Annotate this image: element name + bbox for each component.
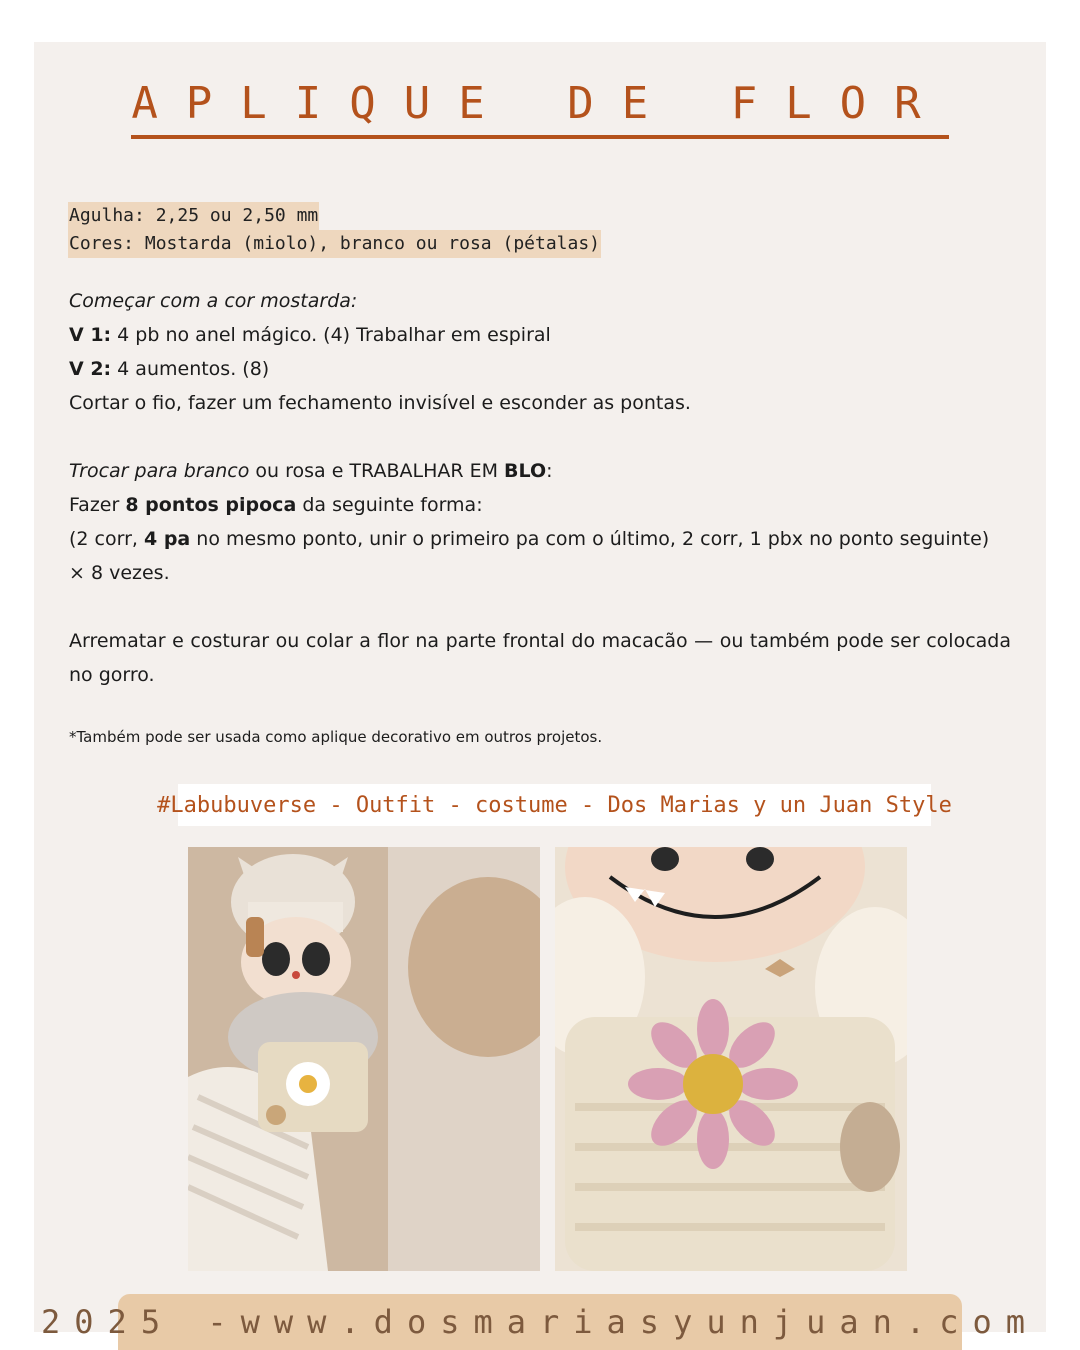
footer-banner: 2025 -www.dosmariasyunjuan.com (118, 1294, 962, 1350)
round-2: V 2: 4 aumentos. (8) (69, 358, 270, 380)
pattern-line: (2 corr, 4 pa no mesmo ponto, unir o primeiro pa com o último, 2 corr, 1 pbx no ponto seguinte) × 8 vezes. (69, 528, 990, 584)
footnote: *Também pode ser usada como aplique decorativo em outros projetos. (69, 728, 603, 746)
flower-illustration (555, 847, 907, 1271)
colors-info: Cores: Mostarda (miolo), branco ou rosa (pétalas) (68, 230, 601, 258)
make-line: Fazer 8 pontos pipoca da seguinte forma: (69, 494, 483, 516)
needle-info: Agulha: 2,25 ou 2,50 mm (68, 202, 319, 230)
start-line: Começar com a cor mostarda: (69, 290, 358, 312)
switch-line: Trocar para branco ou rosa e TRABALHAR EM BLO: (69, 460, 553, 482)
page-title: APLIQUE DE FLOR (0, 78, 1080, 129)
round-1: V 1: 4 pb no anel mágico. (4) Trabalhar em espiral (69, 324, 551, 346)
photo-flower-closeup (555, 847, 907, 1271)
instructions-part-1 (69, 284, 1011, 420)
finish-paragraph: Arrematar e costurar ou colar a flor na parte frontal do macacão — ou também pode ser colocada no gorro. (69, 630, 1011, 686)
doll-illustration (188, 847, 540, 1271)
hashtag-banner: #Labubuverse - Outfit - costume - Dos Marias y un Juan Style (178, 784, 931, 826)
instructions-part-2 (69, 454, 1011, 590)
cut-line: Cortar o fio, fazer um fechamento invisível e esconder as pontas. (69, 392, 691, 414)
photo-doll-outfit (188, 847, 540, 1271)
